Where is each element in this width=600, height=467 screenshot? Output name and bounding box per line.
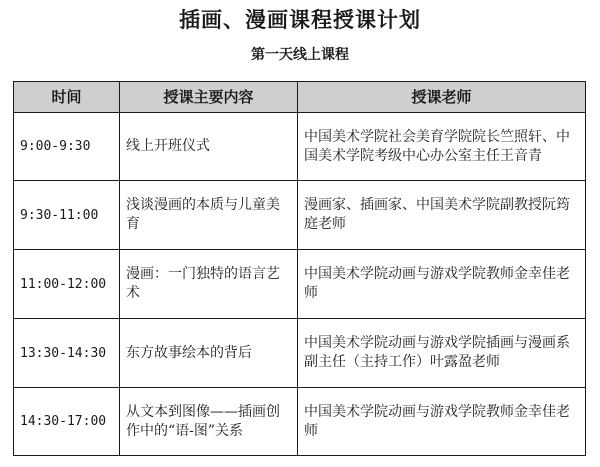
cell-time: 14:30-17:00 <box>14 388 120 456</box>
schedule-table <box>13 81 586 456</box>
table-row <box>14 181 586 250</box>
table-row <box>14 319 586 388</box>
page-subtitle: 第一天线上课程 <box>251 47 349 63</box>
table-header-row <box>14 82 586 113</box>
table-row <box>14 388 586 456</box>
cell-time: 11:00-12:00 <box>14 250 120 319</box>
cell-teacher: 中国美术学院动画与游戏学院插画与漫画系副主任（主持工作）叶露盈老师 <box>298 319 586 388</box>
cell-time: 9:30-11:00 <box>14 181 120 250</box>
cell-content: 从文本到图像——插画创作中的“语-图”关系 <box>120 388 298 456</box>
cell-time: 13:30-14:30 <box>14 319 120 388</box>
cell-content: 线上开班仪式 <box>120 113 298 181</box>
cell-content: 浅谈漫画的本质与儿童美育 <box>120 181 298 250</box>
cell-teacher: 中国美术学院动画与游戏学院教师金幸佳老师 <box>298 250 586 319</box>
header-teacher: 授课老师 <box>298 82 586 113</box>
header-time: 时间 <box>14 82 120 113</box>
table-row <box>14 113 586 181</box>
page-title: 插画、漫画课程授课计划 <box>179 7 421 32</box>
cell-content: 漫画：一门独特的语言艺术 <box>120 250 298 319</box>
header-content: 授课主要内容 <box>120 82 298 113</box>
cell-teacher: 漫画家、插画家、中国美术学院副教授阮筠庭老师 <box>298 181 586 250</box>
cell-teacher: 中国美术学院动画与游戏学院教师金幸佳老师 <box>298 388 586 456</box>
table-row <box>14 250 586 319</box>
cell-content: 东方故事绘本的背后 <box>120 319 298 388</box>
cell-teacher: 中国美术学院社会美育学院院长竺照轩、中国美术学院考级中心办公室主任王音青 <box>298 113 586 181</box>
cell-time: 9:00-9:30 <box>14 113 120 181</box>
